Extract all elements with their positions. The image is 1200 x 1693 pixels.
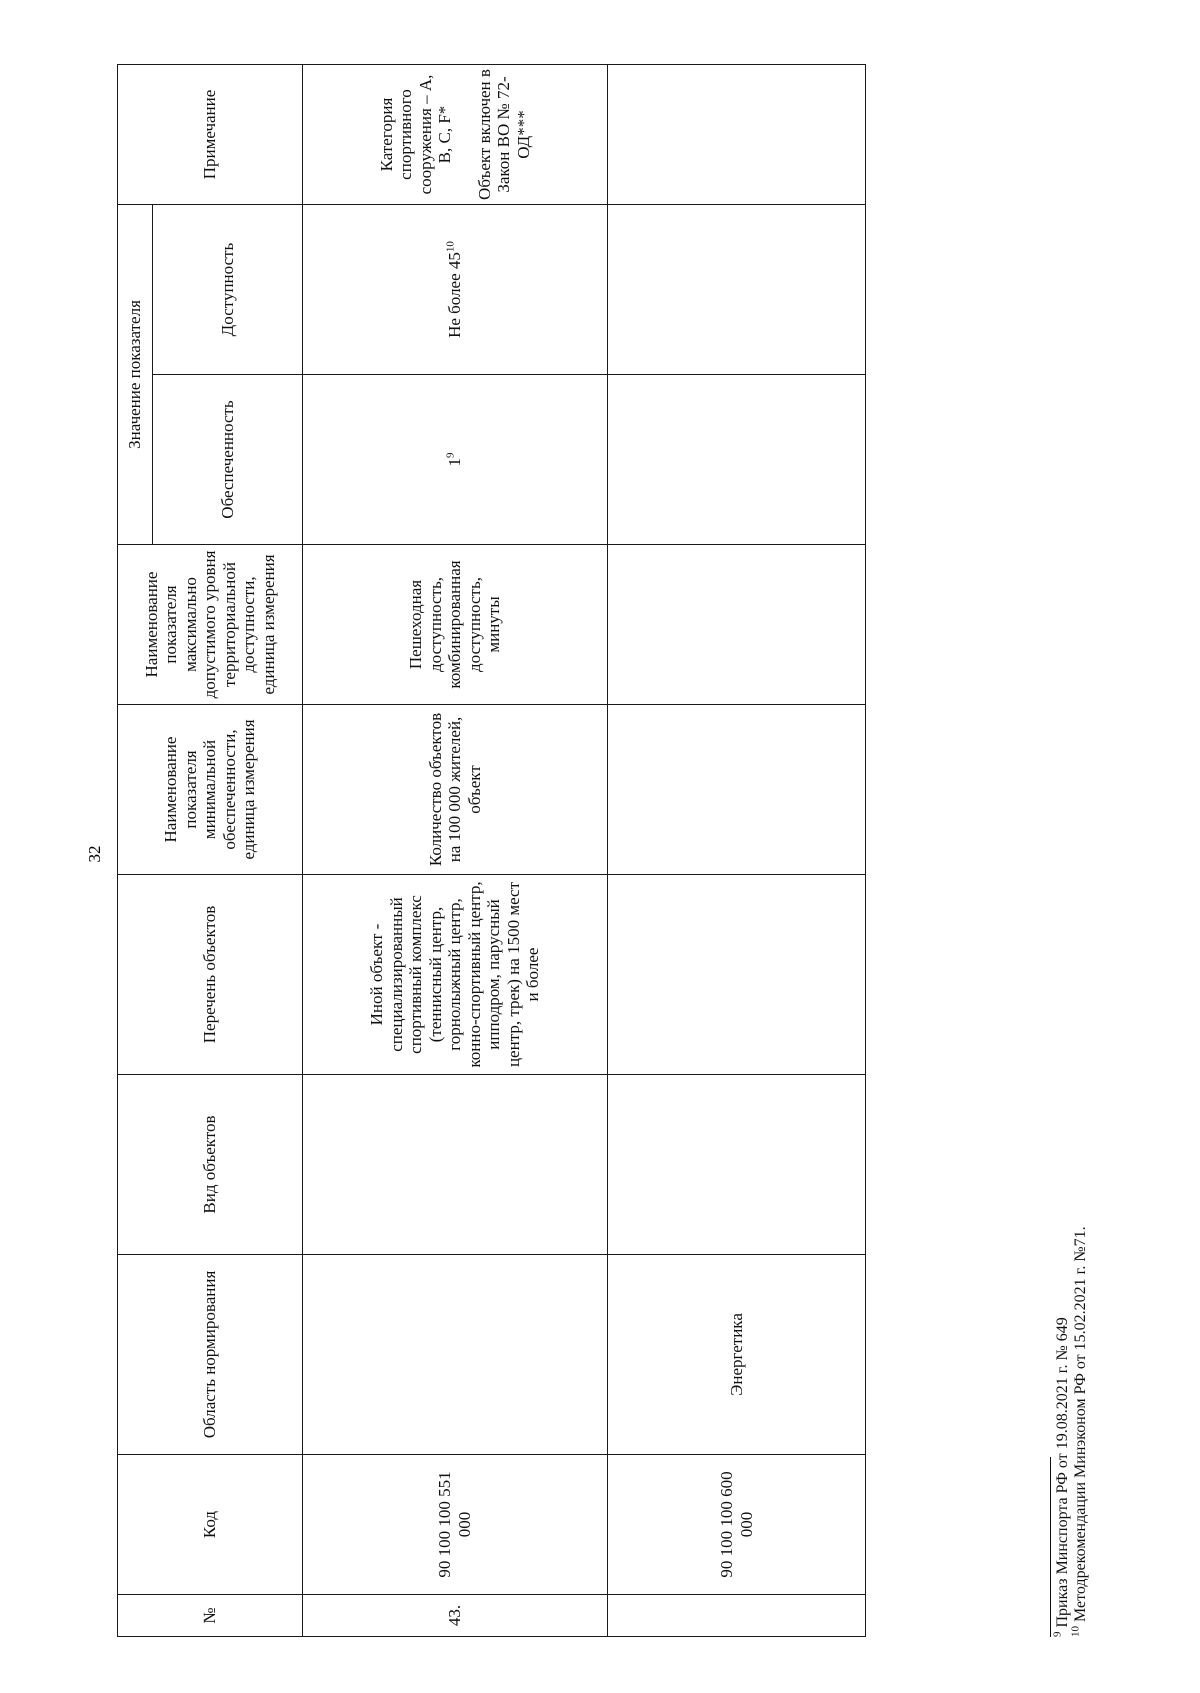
- cell-area: Энергетика: [608, 1255, 866, 1455]
- cell-max-indicator: [608, 545, 866, 705]
- cell-kind: [608, 1075, 866, 1255]
- cell-note: [608, 65, 866, 205]
- cell-provision: [303, 375, 608, 545]
- header-provision: Обеспеченность: [153, 375, 303, 545]
- norms-table: [117, 64, 866, 1637]
- footnote-ref-9: 9: [444, 452, 457, 458]
- cell-provision: [608, 375, 866, 545]
- footnotes: [1050, 1077, 1110, 1637]
- cell-note: [303, 65, 608, 205]
- cell-accessibility: [303, 205, 608, 375]
- provision-value: 1: [445, 458, 465, 467]
- table-row: [303, 65, 608, 1637]
- header-min-indicator: Наименование показателя минимальной обеспеченности, единица измерения: [118, 705, 303, 875]
- header-code: Код: [118, 1455, 303, 1595]
- footnote-mark: 9: [1051, 1631, 1064, 1637]
- header-num: №: [118, 1595, 303, 1637]
- header-max-indicator: Наименование показателя максимально допустимого уровня территориальной доступности, единица измерения: [118, 545, 303, 705]
- accessibility-value: Не более 45: [445, 252, 465, 338]
- header-row-1: [118, 65, 153, 1637]
- header-accessibility: Доступность: [153, 205, 303, 375]
- footnote-10: [1069, 1077, 1090, 1637]
- cell-min-indicator: [608, 705, 866, 875]
- cell-accessibility: [608, 205, 866, 375]
- footnote-mark: 10: [1069, 1626, 1082, 1637]
- note-category: Категория спортивного сооружения – А, В, С, F*: [376, 74, 455, 195]
- cell-min-indicator: Количество объектов на 100 000 жителей, объект: [303, 705, 608, 875]
- note-law: Объект включен в Закон ВО № 72-ОД***: [474, 69, 533, 200]
- header-list: Перечень объектов: [118, 875, 303, 1075]
- cell-num: [608, 1595, 866, 1637]
- cell-list: Иной объект - специализированный спортивный комплекс (теннисный центр, горнолыжный центр, конно-спортивный центр, ипподром, парусный центр, трек) на 1500 мест и более: [303, 875, 608, 1075]
- header-note: Примечание: [118, 65, 303, 205]
- table-row: [608, 65, 866, 1637]
- cell-area: [303, 1255, 608, 1455]
- footnote-text: Методрекомендации Минэконом РФ от 15.02.2021 г. №71.: [1071, 1226, 1089, 1622]
- rotated-table-wrapper: [117, 65, 865, 1637]
- cell-list: [608, 875, 866, 1075]
- footnote-9: [1051, 1077, 1072, 1637]
- cell-code: 90 100 100 551 000: [303, 1455, 608, 1595]
- cell-kind: [303, 1075, 608, 1255]
- cell-max-indicator: Пешеходная доступность, комбинированная доступность, минуты: [303, 545, 608, 705]
- header-value-group: Значение показателя: [118, 205, 153, 545]
- footnote-separator: [1050, 1457, 1051, 1637]
- cell-code: 90 100 100 600 000: [608, 1455, 866, 1595]
- header-area: Область нормирования: [118, 1255, 303, 1455]
- page-number: 32: [85, 845, 104, 863]
- footnote-ref-10: 10: [444, 241, 457, 253]
- cell-num: 43.: [303, 1595, 608, 1637]
- header-kind: Вид объектов: [118, 1075, 303, 1255]
- footnote-text: Приказ Минспорта РФ от 19.08.2021 г. № 649: [1054, 1317, 1071, 1628]
